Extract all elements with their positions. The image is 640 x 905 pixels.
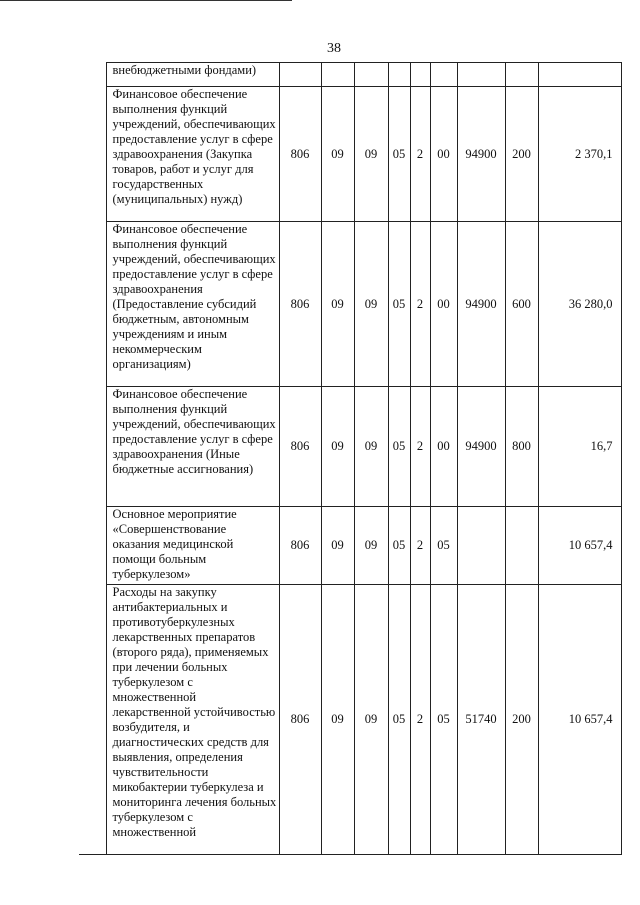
- cell-direction: 51740: [457, 585, 505, 855]
- cell-measure: 00: [430, 387, 457, 507]
- row-description: внебюджетными фондами): [106, 63, 279, 87]
- table-row: [79, 585, 621, 855]
- cell-program: 05: [388, 222, 410, 387]
- budget-table: [79, 62, 622, 855]
- cell-expense-type: 200: [505, 87, 538, 222]
- cell-section: 09: [321, 507, 354, 585]
- row-description: Основное мероприятие «Совершенствование оказания медицинской помощи больным туберкулезом»: [106, 507, 279, 585]
- cell-program: 05: [388, 387, 410, 507]
- cell-section: 09: [321, 387, 354, 507]
- cell-chapter: 806: [279, 222, 321, 387]
- row-description: Финансовое обеспечение выполнения функций учреждений, обеспечивающих предоставление услуг в сфере здравоохранения (Предоставление субсидий бюджетным, автономным учреждениям и иным некоммерческим организациям): [106, 222, 279, 387]
- cell-direction: [457, 507, 505, 585]
- cell-section: 09: [321, 585, 354, 855]
- cell-subsection: 09: [354, 222, 388, 387]
- cell-subprogram: 2: [410, 507, 430, 585]
- cell-program: 05: [388, 507, 410, 585]
- cell-expense-type: 200: [505, 585, 538, 855]
- cell-expense-type: 800: [505, 387, 538, 507]
- cell-subprogram: 2: [410, 387, 430, 507]
- cell-measure: 00: [430, 87, 457, 222]
- cell-measure: 05: [430, 585, 457, 855]
- cell-expense-type: [505, 507, 538, 585]
- cell-chapter: 806: [279, 507, 321, 585]
- cell-amount: 10 657,4: [538, 507, 621, 585]
- cell-program: 05: [388, 87, 410, 222]
- row-description: Финансовое обеспечение выполнения функций учреждений, обеспечивающих предоставление услуг в сфере здравоохранения (Закупка товаров, работ и услуг для государственных (муниципальных) нужд): [106, 87, 279, 222]
- cell-chapter: 806: [279, 585, 321, 855]
- table-row: [79, 222, 621, 387]
- cell-section: 09: [321, 222, 354, 387]
- cell-direction: 94900: [457, 387, 505, 507]
- cell-section: 09: [321, 87, 354, 222]
- table-row: [79, 63, 621, 87]
- cell-direction: 94900: [457, 87, 505, 222]
- cell-subprogram: 2: [410, 87, 430, 222]
- cell-chapter: 806: [279, 387, 321, 507]
- cell-measure: 05: [430, 507, 457, 585]
- table-row: [79, 87, 621, 222]
- cell-subsection: 09: [354, 507, 388, 585]
- cell-chapter: 806: [279, 87, 321, 222]
- cell-amount: 10 657,4: [538, 585, 621, 855]
- table-row: [79, 507, 621, 585]
- cell-measure: 00: [430, 222, 457, 387]
- cell-amount: 16,7: [538, 387, 621, 507]
- top-rule: [0, 0, 292, 1]
- table-row: [79, 387, 621, 507]
- cell-direction: 94900: [457, 222, 505, 387]
- cell-subprogram: 2: [410, 585, 430, 855]
- cell-expense-type: 600: [505, 222, 538, 387]
- cell-amount: 2 370,1: [538, 87, 621, 222]
- row-description: Расходы на закупку антибактериальных и противотуберкулезных лекарственных препаратов (второго ряда), применяемых при лечении больных туберкулезом с множественной лекарственной устойчивостью возбудителя, и диагностических средств для выявления, определения чувствительности микобактерии туберкулеза и мониторинга лечения больных туберкулезом с множественной: [106, 585, 279, 855]
- cell-subsection: 09: [354, 387, 388, 507]
- cell-program: 05: [388, 585, 410, 855]
- cell-subsection: 09: [354, 87, 388, 222]
- page-number: 38: [327, 41, 341, 56]
- cell-amount: 36 280,0: [538, 222, 621, 387]
- row-description: Финансовое обеспечение выполнения функций учреждений, обеспечивающих предоставление услуг в сфере здравоохранения (Иные бюджетные ассигнования): [106, 387, 279, 507]
- cell-subsection: 09: [354, 585, 388, 855]
- cell-subprogram: 2: [410, 222, 430, 387]
